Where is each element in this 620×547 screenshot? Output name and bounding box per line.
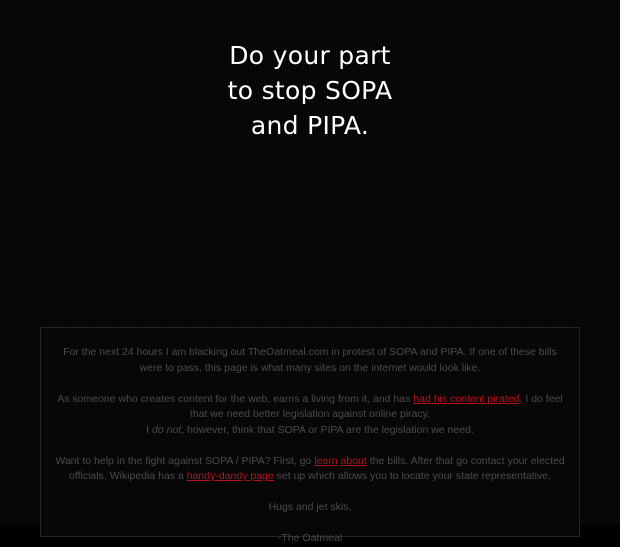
headline bbox=[0, 38, 620, 143]
help-text-end: set up which allows you to locate your state representative. bbox=[273, 470, 551, 482]
piracy-text-end: , I do feel that we need better legislation against online piracy. bbox=[189, 392, 563, 420]
help-paragraph bbox=[51, 454, 569, 485]
intro-text: For the next 24 hours I am blacking out TheOatmeal.com in protest of SOPA and PIPA. If one of these bills were to pass, this page is what many sites on the internet would look like. bbox=[63, 346, 557, 374]
stance-text-start: I bbox=[146, 423, 152, 436]
intro-paragraph bbox=[51, 345, 569, 376]
do-not-emphasis: do not bbox=[152, 423, 182, 436]
protest-message-panel bbox=[40, 327, 580, 544]
learn-link[interactable]: learn bbox=[314, 454, 338, 467]
stance-text-end: , however, think that SOPA or PIPA are the legislation we need. bbox=[181, 423, 474, 436]
piracy-text-start: As someone who creates content for the web, earns a living from it, and has bbox=[57, 392, 414, 405]
handy-dandy-page-link[interactable]: handy-dandy page bbox=[186, 470, 274, 482]
signature-text: -The Oatmeal bbox=[277, 532, 343, 544]
piracy-paragraph bbox=[51, 392, 569, 439]
headline-line-1: Do your part bbox=[229, 41, 391, 70]
headline-line-2: to stop SOPA bbox=[227, 76, 393, 105]
help-text-middle: the bills. After that go contact your elected officials. Wikipedia has a bbox=[69, 454, 565, 482]
headline-line-3: and PIPA. bbox=[250, 111, 370, 140]
content-pirated-link[interactable]: had his content pirated bbox=[413, 392, 520, 405]
about-link[interactable]: about bbox=[340, 454, 367, 467]
help-text-start: Want to help in the fight against SOPA / PIPA? First, go bbox=[55, 454, 315, 467]
signoff-text: Hugs and jet skis, bbox=[268, 501, 352, 513]
